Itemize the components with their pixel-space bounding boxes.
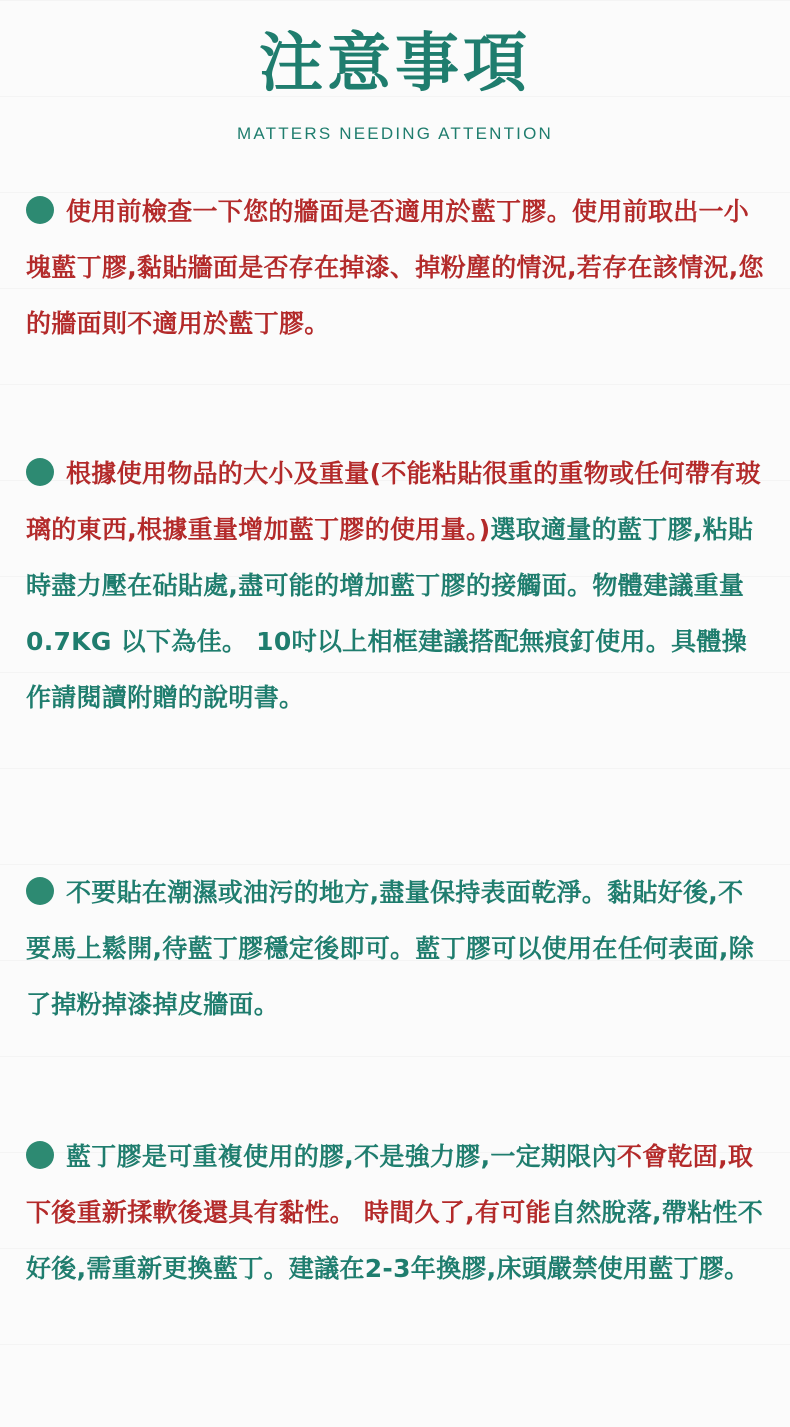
notice-text: 使用前檢查一下您的牆面是否適用於藍丁膠。使用前取出一小塊藍丁膠,黏貼牆面是否存在掉漆、掉粉塵的情況,若存在該情況,您的牆面則不適用於藍丁膠。 [26,197,764,338]
notice-section-1 [26,184,766,352]
notice-text: 不要貼在潮濕或油污的地方,盡量保持表面乾淨。黏貼好後,不要馬上鬆開,待藍丁膠穩定後即可。藍丁膠可以使用在任何表面,除了掉粉掉漆掉皮牆面。 [26,878,754,1019]
notice-section-4 [26,1129,766,1297]
page-title: 注意事項 [259,27,531,101]
notice-text-warning: 不會乾固,取下後重新揉軟後還具有黏性。 時間久了,有可能 [26,1142,754,1227]
bullet-icon [26,877,54,905]
notice-text-warning: 根據使用物品的大小及重量(不能粘貼很重的重物或任何帶有玻璃的東西,根據重量增加藍丁膠的使用量。) [26,459,761,544]
page-subtitle: MATTERS NEEDING ATTENTION [237,124,553,143]
bullet-icon [26,196,54,224]
bullet-icon [26,1141,54,1169]
notice-text: 選取適量的藍丁膠,粘貼時盡力壓在砧貼處,盡可能的增加藍丁膠的接觸面。物體建議重量0.7KG 以下為佳。 10吋以上相框建議搭配無痕釘使用。具體操作請閱讀附贈的說明書。 [26,515,754,712]
notice-section-3 [26,865,766,1033]
bullet-icon [26,458,54,486]
notice-section-2 [26,446,766,726]
notice-text: 自然脫落,帶粘性不好後,需重新更換藍丁。建議在2-3年換膠,床頭嚴禁使用藍丁膠。 [26,1198,764,1283]
notice-text: 藍丁膠是可重複使用的膠,不是強力膠,一定期限內 [66,1142,617,1171]
